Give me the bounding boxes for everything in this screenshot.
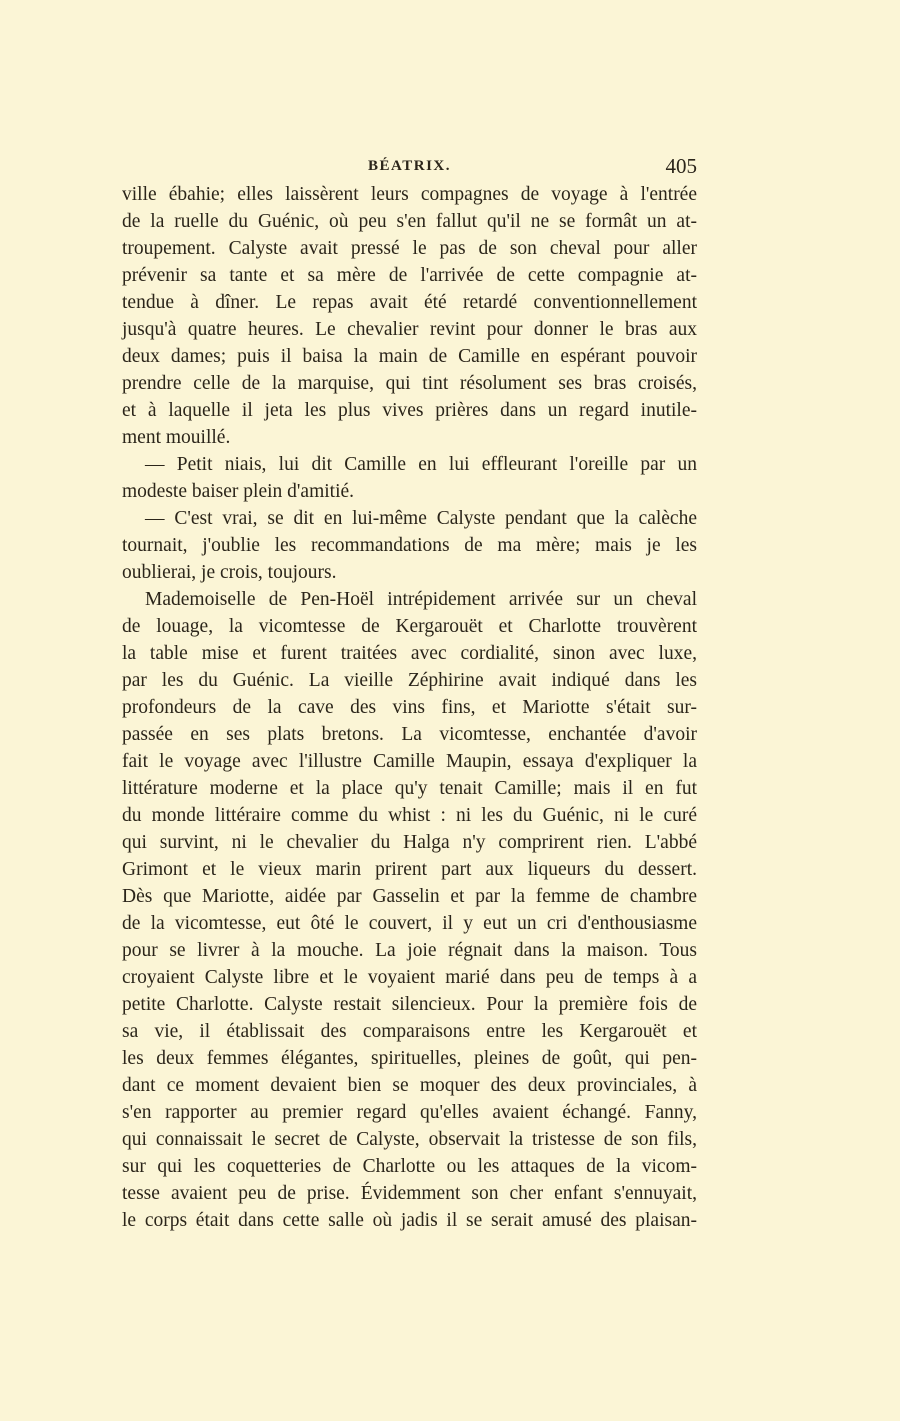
text-line: jusqu'à quatre heures. Le chevalier revint pour donner le bras aux: [122, 319, 697, 340]
text-line: deux dames; puis il baisa la main de Camille en espérant pouvoir: [122, 346, 697, 367]
text-line: de louage, la vicomtesse de Kergarouët et Charlotte trouvèrent: [122, 616, 697, 637]
text-line: par les du Guénic. La vieille Zéphirine avait indiqué dans les: [122, 670, 697, 691]
text-line: pour se livrer à la mouche. La joie régnait dans la maison. Tous: [122, 940, 697, 961]
text-line: croyaient Calyste libre et le voyaient marié dans peu de temps à a: [122, 967, 697, 988]
text-line: — C'est vrai, se dit en lui-même Calyste pendant que la calèche: [145, 508, 697, 529]
text-line: Dès que Mariotte, aidée par Gasselin et par la femme de chambre: [122, 886, 697, 907]
text-line: s'en rapporter au premier regard qu'elles avaient échangé. Fanny,: [122, 1102, 697, 1123]
text-line: troupement. Calyste avait pressé le pas de son cheval pour aller: [122, 238, 697, 259]
page-number: 405: [665, 154, 697, 178]
text-line: ment mouillé.: [122, 427, 231, 448]
text-line: littérature moderne et la place qu'y tenait Camille; mais il en fut: [122, 778, 697, 799]
text-line: fait le voyage avec l'illustre Camille Maupin, essaya d'expliquer la: [122, 751, 697, 772]
body-text: [122, 181, 697, 1234]
text-line: Grimont et le vieux marin prirent part aux liqueurs du dessert.: [122, 859, 697, 880]
page-header: [122, 154, 697, 180]
text-line: dant ce moment devaient bien se moquer des deux provinciales, à: [122, 1075, 697, 1096]
text-line: qui connaissait le secret de Calyste, observait la tristesse de son fils,: [122, 1129, 697, 1150]
text-line: passée en ses plats bretons. La vicomtesse, enchantée d'avoir: [122, 724, 697, 745]
text-line: la table mise et furent traitées avec cordialité, sinon avec luxe,: [122, 643, 697, 664]
text-line: tesse avaient peu de prise. Évidemment son cher enfant s'ennuyait,: [122, 1183, 697, 1204]
text-line: profondeurs de la cave des vins fins, et Mariotte s'était sur-: [122, 697, 697, 718]
text-line: qui survint, ni le chevalier du Halga n'y comprirent rien. L'abbé: [122, 832, 697, 853]
running-title: BÉATRIX.: [368, 158, 451, 174]
text-line: du monde littéraire comme du whist : ni les du Guénic, ni le curé: [122, 805, 697, 826]
text-line: Mademoiselle de Pen-Hoël intrépidement arrivée sur un cheval: [145, 589, 697, 610]
text-line: tendue à dîner. Le repas avait été retardé conventionnellement: [122, 292, 697, 313]
text-line: de la vicomtesse, eut ôté le couvert, il y eut un cri d'enthousiasme: [122, 913, 697, 934]
text-line: prendre celle de la marquise, qui tint résolument ses bras croisés,: [122, 373, 697, 394]
text-line: les deux femmes élégantes, spirituelles, pleines de goût, qui pen-: [122, 1048, 697, 1069]
text-line: ville ébahie; elles laissèrent leurs compagnes de voyage à l'entrée: [122, 184, 697, 205]
text-line: prévenir sa tante et sa mère de l'arrivée de cette compagnie at-: [122, 265, 697, 286]
text-line: de la ruelle du Guénic, où peu s'en fallut qu'il ne se formât un at-: [122, 211, 697, 232]
text-line: sur qui les coquetteries de Charlotte ou les attaques de la vicom-: [122, 1156, 697, 1177]
text-line: oublierai, je crois, toujours.: [122, 562, 337, 583]
text-line: tournait, j'oublie les recommandations de ma mère; mais je les: [122, 535, 697, 556]
text-line: — Petit niais, lui dit Camille en lui effleurant l'oreille par un: [145, 454, 697, 475]
text-line: petite Charlotte. Calyste restait silencieux. Pour la première fois de: [122, 994, 697, 1015]
text-line: et à laquelle il jeta les plus vives prières dans un regard inutile-: [122, 400, 697, 421]
text-line: modeste baiser plein d'amitié.: [122, 481, 355, 502]
text-line: sa vie, il établissait des comparaisons entre les Kergarouët et: [122, 1021, 697, 1042]
text-line: le corps était dans cette salle où jadis il se serait amusé des plaisan-: [122, 1210, 697, 1231]
